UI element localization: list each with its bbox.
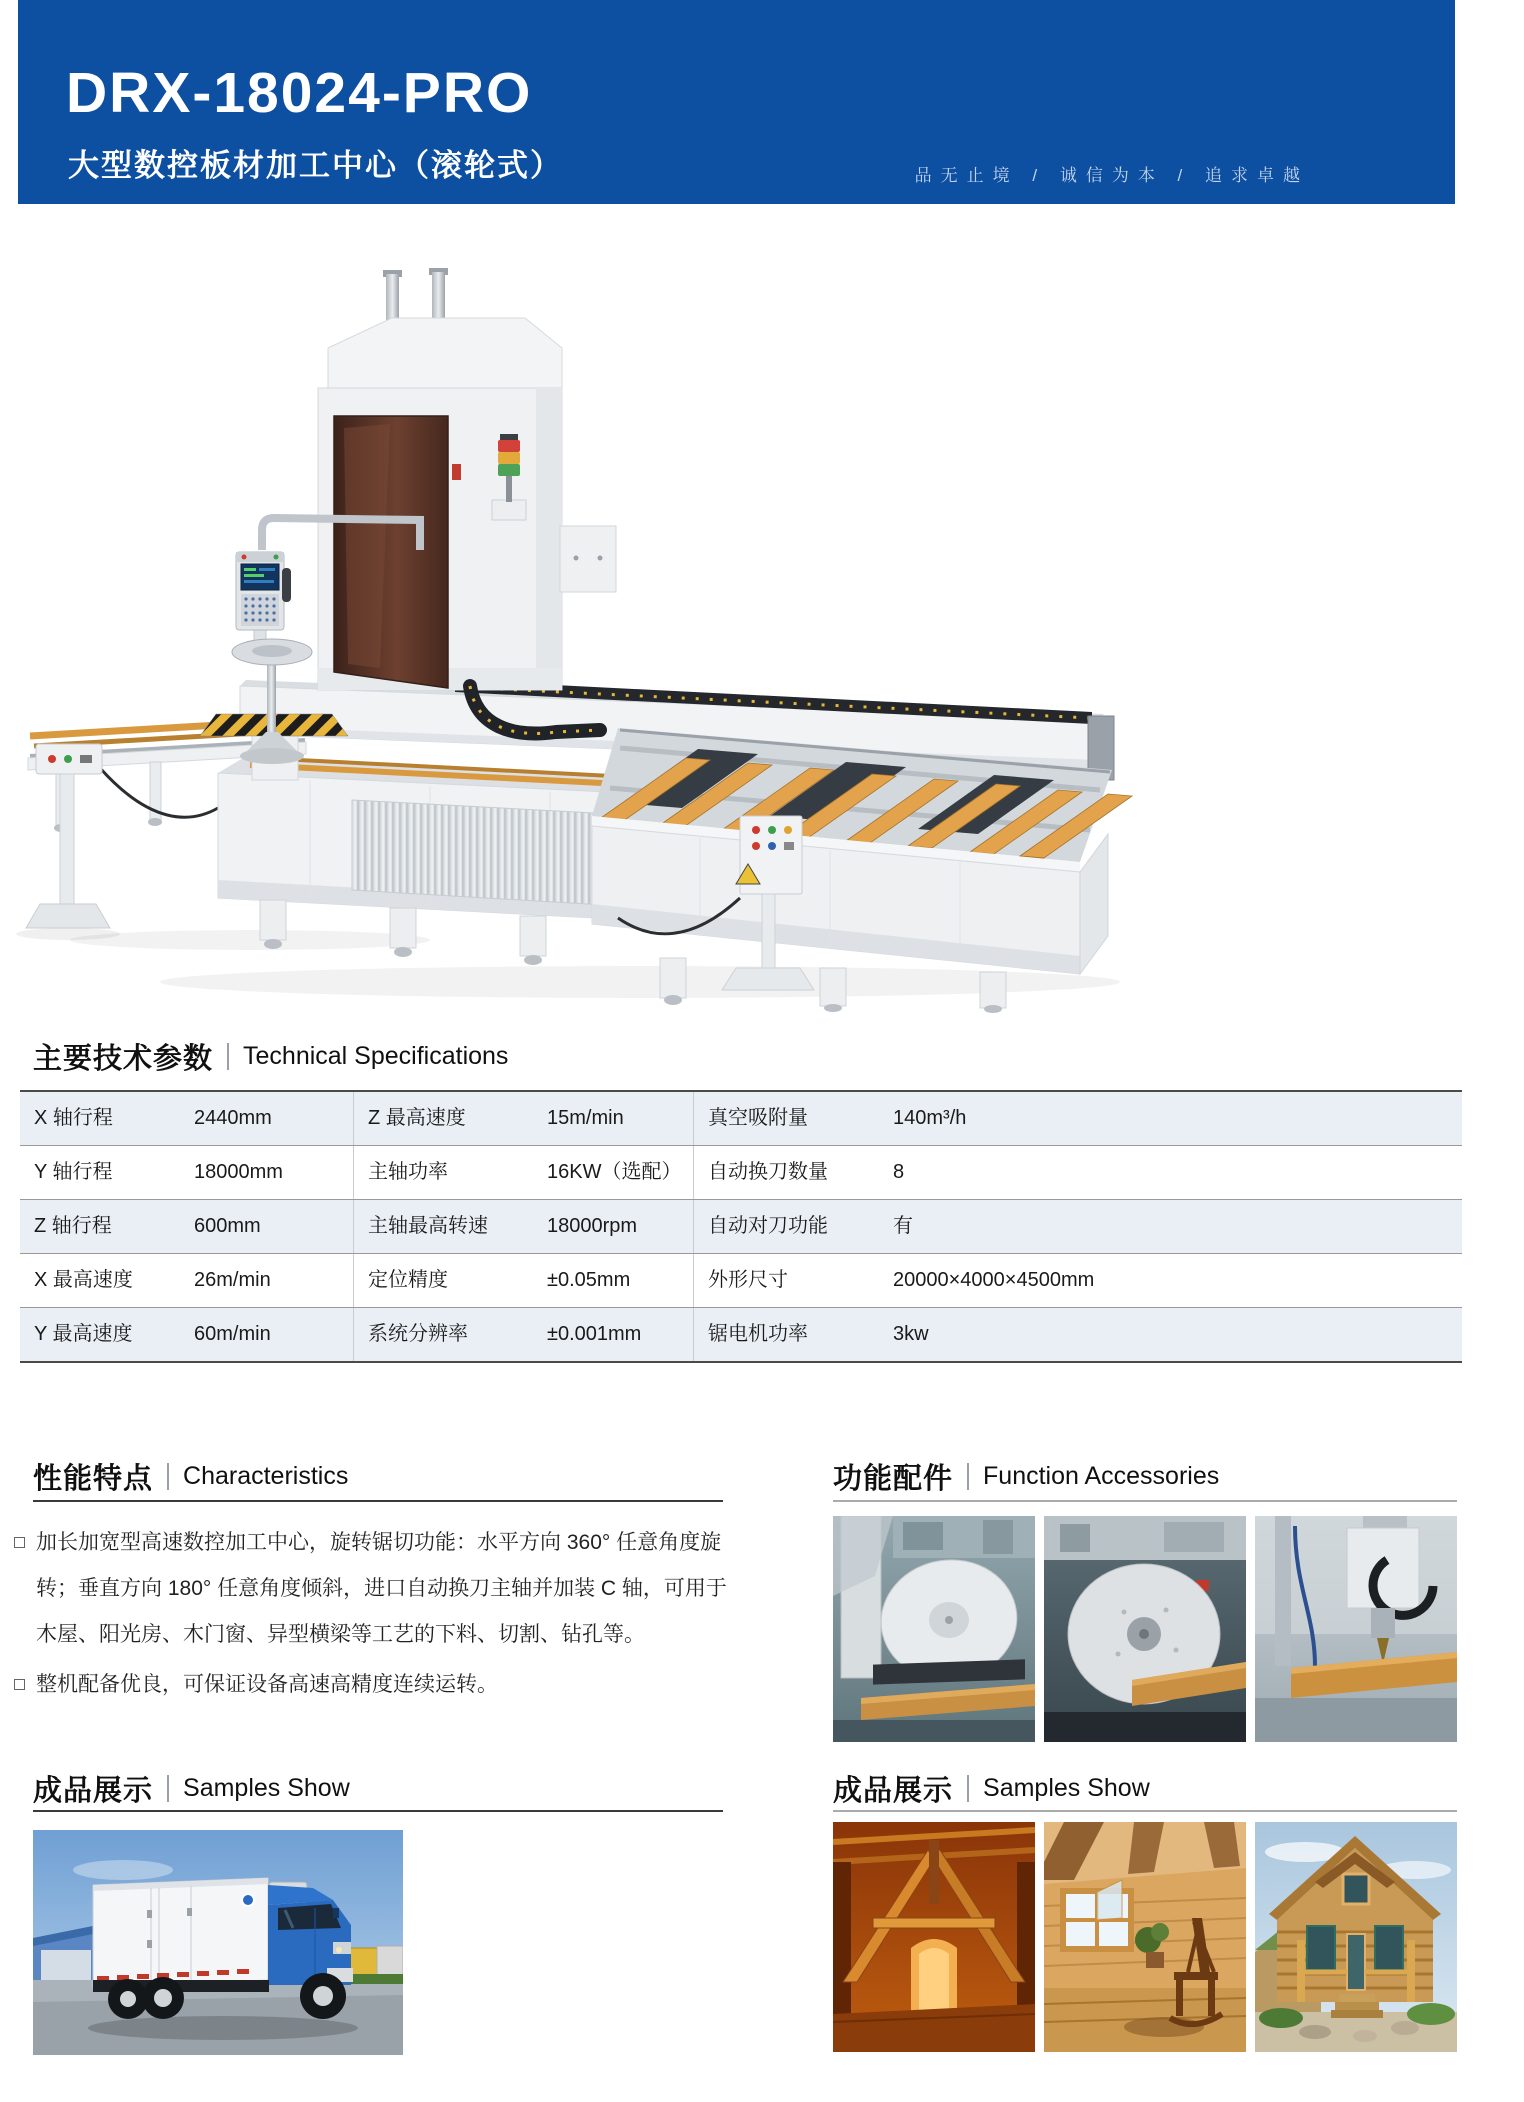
machine-photo	[0, 268, 1140, 1013]
product-subtitle: 大型数控板材加工中心（滚轮式）	[68, 148, 563, 183]
table-row	[20, 1254, 1462, 1308]
section-head-samples-right	[833, 1768, 1150, 1809]
spec-value: 15m/min	[547, 1107, 624, 1129]
header-banner	[18, 0, 1455, 204]
spec-label: X 轴行程	[34, 1107, 113, 1129]
characteristics-title-en: Characteristics	[183, 1462, 349, 1490]
spindle-head-unit	[318, 268, 616, 733]
spec-value: ±0.001mm	[547, 1323, 642, 1345]
table-row	[20, 1308, 1462, 1361]
spec-table	[20, 1090, 1462, 1363]
samples-title-cn: 成品展示	[833, 1775, 954, 1807]
sample-photo-wood-room	[1044, 1822, 1246, 2052]
spec-value: 18000mm	[194, 1161, 283, 1183]
company-slogan: 品无止境 / 诚信为本 / 追求卓越	[914, 166, 1309, 185]
title-divider	[167, 1463, 169, 1490]
spec-label: 定位精度	[353, 1254, 547, 1307]
title-divider	[967, 1463, 969, 1490]
spec-value: 26m/min	[194, 1269, 271, 1291]
spec-label: Y 最高速度	[34, 1323, 133, 1345]
spec-label: Z 最高速度	[353, 1092, 547, 1145]
accessories-title-en: Function Accessories	[983, 1462, 1220, 1490]
section-head-accessories	[833, 1456, 1219, 1497]
title-divider	[227, 1043, 229, 1070]
spec-label: Y 轴行程	[34, 1161, 113, 1183]
rule	[833, 1810, 1457, 1812]
spec-value: ±0.05mm	[547, 1269, 631, 1291]
title-divider	[167, 1775, 169, 1802]
list-item: 整机配备优良，可保证设备高速高精度连续运转。	[14, 1662, 742, 1708]
spec-value: 有	[893, 1215, 913, 1237]
rule	[33, 1500, 723, 1502]
rule	[833, 1500, 1457, 1502]
table-row	[20, 1092, 1462, 1146]
spec-value: 60m/min	[194, 1323, 271, 1345]
cnc-machine-illustration	[0, 268, 1140, 1013]
accessories-title-cn: 功能配件	[833, 1463, 954, 1495]
samples-title-en: Samples Show	[983, 1774, 1150, 1802]
specs-title-cn: 主要技术参数	[33, 1043, 214, 1075]
characteristics-title-cn: 性能特点	[33, 1463, 154, 1495]
handset	[282, 568, 291, 602]
section-head-characteristics	[33, 1456, 348, 1497]
spec-label: 自动对刀功能	[693, 1200, 893, 1253]
spec-label: 主轴功率	[353, 1146, 547, 1199]
spec-value: 2440mm	[194, 1107, 272, 1129]
spec-value: 18000rpm	[547, 1215, 638, 1237]
spec-label: 系统分辨率	[353, 1308, 547, 1361]
accessory-photo-rotary-saw-unit	[833, 1516, 1035, 1742]
spec-value: 3kw	[893, 1323, 929, 1345]
spec-value: 20000×4000×4500mm	[893, 1269, 1095, 1291]
rule	[33, 1810, 723, 1812]
table-row	[20, 1146, 1462, 1200]
sample-photo-wood-arch	[833, 1822, 1035, 2052]
characteristics-list	[14, 1520, 742, 1708]
spec-label: 真空吸附量	[693, 1092, 893, 1145]
spec-value: 16KW（选配）	[547, 1161, 682, 1183]
sample-photo-log-house	[1255, 1822, 1457, 2052]
accessory-photo-drill-head	[1255, 1516, 1457, 1742]
spec-value: 600mm	[194, 1215, 261, 1237]
sample-photo-truck	[33, 1830, 403, 2055]
spec-label: 主轴最高转速	[353, 1200, 547, 1253]
samples-title-en: Samples Show	[183, 1774, 350, 1802]
table-row	[20, 1200, 1462, 1254]
specs-title-en: Technical Specifications	[243, 1042, 509, 1070]
accessory-photo-saw-blade	[1044, 1516, 1246, 1742]
spec-label: X 最高速度	[34, 1269, 133, 1291]
spec-label: 外形尺寸	[693, 1254, 893, 1307]
spec-value: 8	[893, 1161, 905, 1183]
spec-label: 自动换刀数量	[693, 1146, 893, 1199]
spec-label: Z 轴行程	[34, 1215, 112, 1237]
spec-value: 140m³/h	[893, 1107, 967, 1129]
signal-tower-light	[498, 434, 520, 476]
title-divider	[967, 1775, 969, 1802]
section-head-specs	[33, 1036, 508, 1077]
left-control-pedestal	[26, 744, 218, 928]
samples-title-cn: 成品展示	[33, 1775, 154, 1807]
section-head-samples-left	[33, 1768, 350, 1809]
list-item: 加长加宽型高速数控加工中心，旋转锯切功能：水平方向 360° 任意角度旋转；垂直方向 180° 任意角度倾斜，进口自动换刀主轴并加装 C 轴，可用于木屋、阳光房、木门窗、异型横梁等工艺的下料、切割、钻孔等。	[14, 1520, 742, 1658]
product-model-title: DRX-18024-PRO	[66, 61, 533, 125]
spec-label: 锯电机功率	[693, 1308, 893, 1361]
